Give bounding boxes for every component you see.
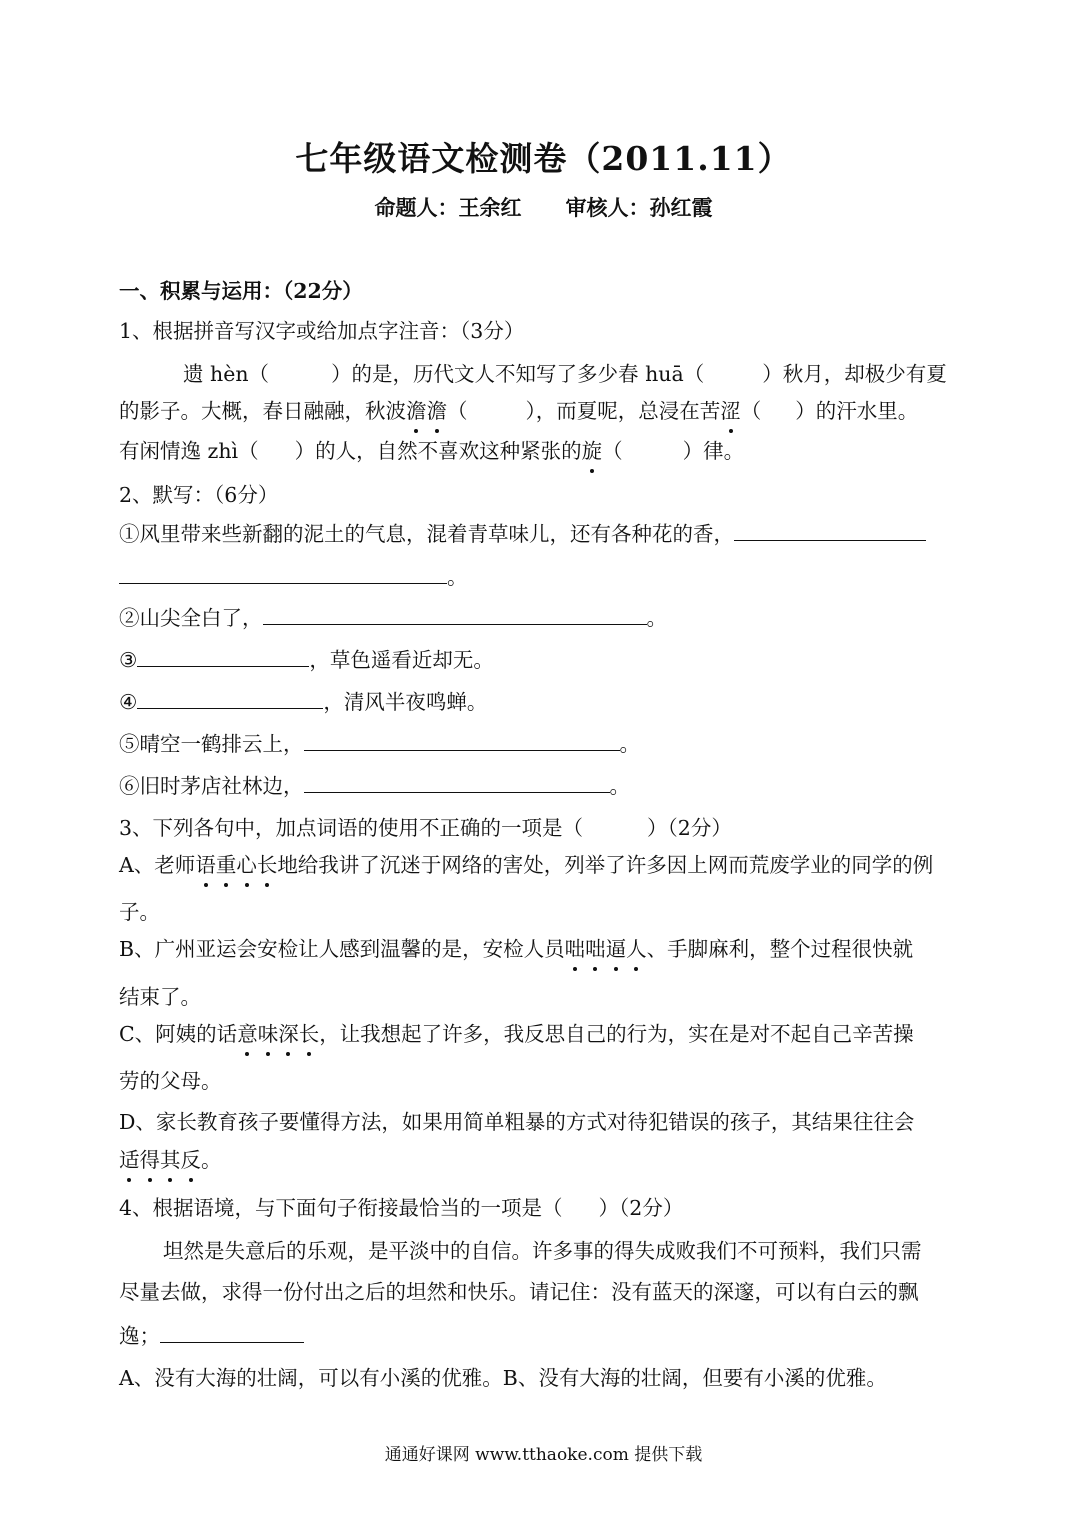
q2-item-1 <box>119 520 979 548</box>
q2-text: ⑤晴空一鹤排云上， <box>119 732 304 756</box>
q1-text: ）的是，历代文人不知写了多少春 huā（ <box>331 362 705 386</box>
q3-option-c <box>119 1020 979 1048</box>
dotted-char: 反 <box>180 1148 201 1172</box>
q3-prompt <box>119 814 979 842</box>
q4-prompt <box>119 1194 979 1222</box>
dotted-char: 得 <box>139 1148 160 1172</box>
answer-blank[interactable] <box>734 520 926 541</box>
answer-blank[interactable] <box>119 563 447 584</box>
q1-text: ）的人，自然不喜欢这种紧张的 <box>294 439 582 463</box>
answer-blank[interactable] <box>137 688 323 709</box>
q1-line-1 <box>119 360 979 388</box>
answer-blank[interactable] <box>137 646 309 667</box>
q3-text: 3、下列各句中，加点词语的使用不正确的一项是（ <box>119 816 584 840</box>
dotted-char: 语 <box>195 853 216 877</box>
q2-text: 。 <box>609 774 630 798</box>
q2-text: 。 <box>619 732 640 756</box>
dotted-char: 意 <box>237 1022 258 1046</box>
q3-text: C、阿姨的话 <box>119 1022 238 1046</box>
dotted-char: 心 <box>236 853 257 877</box>
q3-text: B、广州亚运会安检让人感到温馨的是，安检人员 <box>119 937 565 961</box>
dotted-char: 涩 <box>720 399 741 423</box>
q2-text: ，清风半夜鸣蝉。 <box>323 690 488 714</box>
q1-text: ）律。 <box>682 439 745 463</box>
q2-text: ③ <box>119 648 138 672</box>
q2-item-2 <box>119 604 979 632</box>
q3-text: A、老师 <box>119 853 196 877</box>
q4-text: 4、根据语境，与下面句子衔接最恰当的一项是（ <box>119 1196 563 1220</box>
answer-blank[interactable] <box>160 1322 304 1343</box>
q2-prompt: 2、默写：（6分） <box>119 483 279 507</box>
answer-blank[interactable] <box>263 604 647 625</box>
q1-prompt: 1、根据拼音写汉字或给加点字注音：（3分） <box>119 319 525 343</box>
dotted-char: 澹 <box>426 399 447 423</box>
q2-text: 。 <box>447 565 468 589</box>
dotted-char: 咄 <box>564 937 586 961</box>
exam-title: 七年级语文检测卷（2011.11） <box>295 139 792 178</box>
q3-text: ）（2分） <box>647 816 732 840</box>
dotted-char: 其 <box>160 1148 181 1172</box>
q1-line-3 <box>119 437 979 465</box>
dotted-char: 长 <box>298 1022 320 1046</box>
answer-blank[interactable] <box>304 730 620 751</box>
dotted-char: 澹 <box>406 399 427 423</box>
dotted-char: 重 <box>215 853 237 877</box>
q3-text: 地给我讲了沉迷于网络的害处，列举了许多因上网而荒废学业的同学的例 <box>277 853 934 877</box>
setter-label: 命题人：王余红 <box>374 195 522 220</box>
section-heading: 一、积累与运用：（22分） <box>119 279 363 303</box>
q4-passage-line-2: 尽量去做，求得一份付出之后的坦然和快乐。请记住：没有蓝天的深邃，可以有白云的飘 <box>119 1280 919 1304</box>
q2-item-5 <box>119 730 979 758</box>
q4-options: A、没有大海的壮阔，可以有小溪的优雅。B、没有大海的壮阔，但要有小溪的优雅。 <box>119 1366 887 1390</box>
q2-item-6 <box>119 772 979 800</box>
q3-option-a <box>119 851 979 879</box>
dotted-char: 长 <box>256 853 278 877</box>
q4-text: ）（2分） <box>598 1196 684 1220</box>
dotted-char: 人 <box>626 937 647 961</box>
dotted-char: 味 <box>257 1022 279 1046</box>
q4-passage-line-3 <box>119 1322 979 1350</box>
q1-text: （ <box>602 439 623 463</box>
author-line <box>0 192 1087 222</box>
q3-text: 、手脚麻利，整个过程很快就 <box>646 937 914 961</box>
dotted-char: 逼 <box>605 937 627 961</box>
q2-text: ⑥旧时茅店社林边， <box>119 774 304 798</box>
q2-item-1-cont <box>119 563 979 591</box>
q1-text: ）的汗水里。 <box>795 399 919 423</box>
q1-text: （ <box>740 399 762 423</box>
dotted-char: 咄 <box>585 937 606 961</box>
q2-item-3 <box>119 646 979 674</box>
q3-text: 。 <box>201 1148 222 1172</box>
q1-text: 有闲情逸 zhì（ <box>119 439 259 463</box>
reviewer-label: 审核人：孙红霞 <box>565 195 713 220</box>
q2-text: ①风里带来些新翻的泥土的气息，混着青草味儿，还有各种花的香， <box>119 522 734 546</box>
q3-option-d-cont <box>119 1146 979 1174</box>
q2-text: ④ <box>119 690 138 714</box>
q1-text: 的影子。大概，春日融融，秋波 <box>119 399 406 423</box>
q1-line-2 <box>119 397 979 425</box>
dotted-char: 深 <box>278 1022 299 1046</box>
dotted-char: 旋 <box>581 439 603 463</box>
q3-text: ，让我想起了许多，我反思自己的行为，实在是对不起自己辛苦操 <box>319 1022 914 1046</box>
q2-text: ②山尖全白了， <box>119 606 263 630</box>
q1-text: 遗 hèn（ <box>183 362 270 386</box>
q3-option-b <box>119 935 979 963</box>
q1-text: ）秋月，却极少有夏 <box>762 362 947 386</box>
footer-credit: 通通好课网 www.tthaoke.com 提供下载 <box>384 1445 703 1465</box>
q1-text: ），而夏呢，总浸在苦 <box>525 399 721 423</box>
q3-option-c-cont: 劳的父母。 <box>119 1069 222 1093</box>
dotted-char: 适 <box>119 1148 140 1172</box>
q2-text: ，草色遥看近却无。 <box>309 648 494 672</box>
q1-text: （ <box>447 399 468 423</box>
answer-blank[interactable] <box>304 772 610 793</box>
q2-text: 。 <box>646 606 667 630</box>
q4-text: 逸； <box>119 1324 160 1348</box>
q3-option-a-cont: 子。 <box>119 900 160 924</box>
q3-option-d: D、家长教育孩子要懂得方法，如果用简单粗暴的方式对待犯错误的孩子，其结果往往会 <box>119 1110 915 1134</box>
q2-item-4 <box>119 688 979 716</box>
q4-passage-line-1: 坦然是失意后的乐观，是平淡中的自信。许多事的得失成败我们不可预料，我们只需 <box>163 1239 922 1263</box>
q3-option-b-cont: 结束了。 <box>119 985 201 1009</box>
